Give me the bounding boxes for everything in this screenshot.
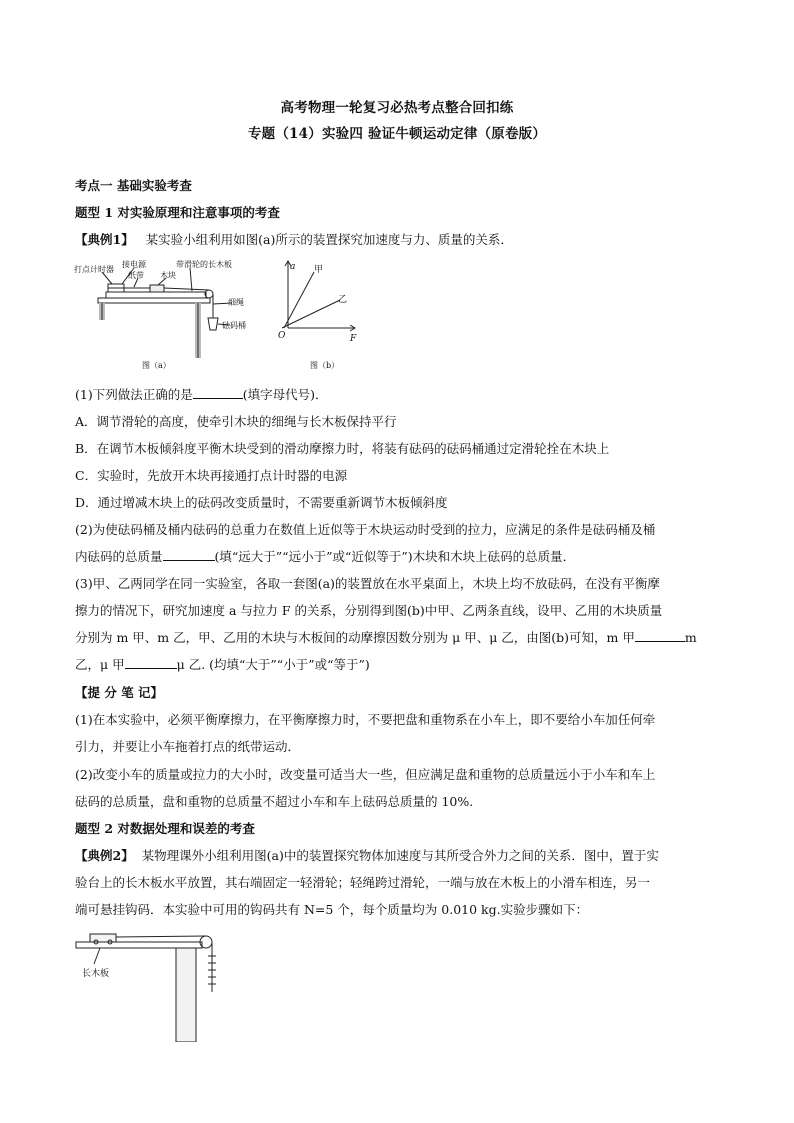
label-power: 接电源 xyxy=(122,260,146,269)
notes-heading: 【提 分 笔 记】 xyxy=(75,685,164,700)
question1-line xyxy=(75,381,720,408)
hanging-weights xyxy=(208,954,216,992)
line-yi xyxy=(282,300,340,328)
label-board: 带滑轮的长木板 xyxy=(176,260,232,269)
example2-line2: 验台上的长木板水平放置，其右端固定一轻滑轮；轻绳跨过滑轮，一端与放在木板上的小滑车相连，另一 xyxy=(75,875,651,890)
figure-a-caption: 图（a） xyxy=(142,361,171,370)
question3-line1: (3)甲、乙两同学在同一实验室，各取一套图(a)的装置放在水平桌面上，木块上均不放砝码，在没有平衡摩 xyxy=(75,576,660,591)
table-top xyxy=(98,298,210,303)
example2-label: 【典例2】 xyxy=(75,848,134,863)
question3-text: 分别为 m 甲、m 乙，甲、乙用的木块与木板间的动摩擦因数分别为 μ 甲、μ 乙，由图(b)可知，m 甲 xyxy=(75,630,635,645)
question3-text2: 乙，μ 甲 xyxy=(75,657,125,672)
figure-example2 xyxy=(72,922,232,1042)
note2-line2: 砝码的总质量，盘和重物的总质量不超过小车和车上砝码总质量的 10%. xyxy=(75,794,474,809)
question3-line2: 擦力的情况下，研究加速度 a 与拉力 F 的关系，分别得到图(b)中甲、乙两条直线，设甲、乙用的木块质量 xyxy=(75,603,663,618)
label-block: 木块 xyxy=(160,271,176,280)
question2-text: 内砝码的总质量 xyxy=(75,549,163,564)
example2-line3: 端可悬挂钩码．本实验中可用的钩码共有 N=5 个，每个质量均为 0.010 kg.实验步骤如下： xyxy=(75,902,589,917)
option-c: C．实验时，先放开木块再接通打点计时器的电源 xyxy=(75,468,348,483)
example1-line xyxy=(75,226,720,253)
option-b: B．在调节木板倾斜度平衡木块受到的滑动摩擦力时，将装有砝码的砝码桶通过定滑轮拴在木块上 xyxy=(75,441,610,456)
question3-line3 xyxy=(75,624,720,651)
figure-a xyxy=(72,258,252,374)
document-title-line1: 高考物理一轮复习必热考点整合回扣练 xyxy=(280,100,514,116)
type1-heading: 题型 1 对实验原理和注意事项的考查 xyxy=(75,205,280,220)
option-a: A．调节滑轮的高度，使牵引木块的细绳与长木板保持平行 xyxy=(75,414,397,429)
question2-tail: (填“远大于”“远小于”或“近似等于”)木块和木块上砝码的总质量． xyxy=(214,549,576,564)
answer-blank[interactable] xyxy=(163,548,215,561)
axis-label-f: F xyxy=(350,334,357,344)
weight-bucket xyxy=(208,318,218,330)
note1-line1: (1)在本实验中，必须平衡摩擦力，在平衡摩擦力时，不要把盘和重物系在小车上，即不要给小车加任何牵 xyxy=(75,712,656,727)
label-long-board: 长木板 xyxy=(82,969,110,979)
question1-text: (1)下列做法正确的是 xyxy=(75,387,193,402)
section-heading: 考点一 基础实验考查 xyxy=(75,178,192,193)
figure-b xyxy=(270,258,370,374)
wood-block xyxy=(150,285,164,292)
note2-line1: (2)改变小车的质量或拉力的大小时，改变量可适当大一些，但应满足盘和重物的总质量远小于小车和车上 xyxy=(75,767,656,782)
document-title-line2: 专题（14）实验四 验证牛顿运动定律（原卷版） xyxy=(247,126,547,142)
question1-tail: (填字母代号)． xyxy=(242,387,328,402)
question2-line2 xyxy=(75,543,720,570)
origin-label: O xyxy=(278,331,286,341)
label-rope: 细绳 xyxy=(228,298,244,307)
question3-mass: m xyxy=(684,630,697,645)
answer-blank[interactable] xyxy=(125,656,177,669)
axis-label-a: a xyxy=(290,262,296,272)
example2-text: 某物理课外小组利用图(a)中的装置探究物体加速度与其所受合外力之间的关系．图中，置于实 xyxy=(141,848,659,863)
note1-line2: 引力，并要让小车拖着打点的纸带运动． xyxy=(75,739,301,754)
label-timer: 打点计时器 xyxy=(74,265,114,274)
table-leg xyxy=(176,948,196,1042)
label-yi: 乙 xyxy=(338,295,348,305)
label-jia: 甲 xyxy=(314,265,324,275)
answer-blank[interactable] xyxy=(635,629,685,642)
label-tape: 纸带 xyxy=(128,271,144,280)
long-board xyxy=(106,292,206,298)
example2-line1 xyxy=(75,842,720,869)
figure-b-caption: 图（b） xyxy=(310,361,340,370)
type2-heading: 题型 2 对数据处理和误差的考查 xyxy=(75,821,255,836)
example1-label: 【典例1】 xyxy=(75,232,134,247)
label-bucket: 砝码桶 xyxy=(222,321,246,330)
long-board xyxy=(76,942,202,948)
answer-blank[interactable] xyxy=(193,386,243,399)
question3-tail: μ 乙. (均填“大于”“小于”或“等于”) xyxy=(176,657,370,672)
question2-line1: (2)为使砝码桶及桶内砝码的总重力在数值上近似等于木块运动时受到的拉力，应满足的条件是砝码桶及桶 xyxy=(75,522,656,537)
question3-line4 xyxy=(75,651,720,678)
option-d: D．通过增减木块上的砝码改变质量时，不需要重新调节木板倾斜度 xyxy=(75,495,448,510)
example1-text: 某实验小组利用如图(a)所示的装置探究加速度与力、质量的关系． xyxy=(145,232,513,247)
